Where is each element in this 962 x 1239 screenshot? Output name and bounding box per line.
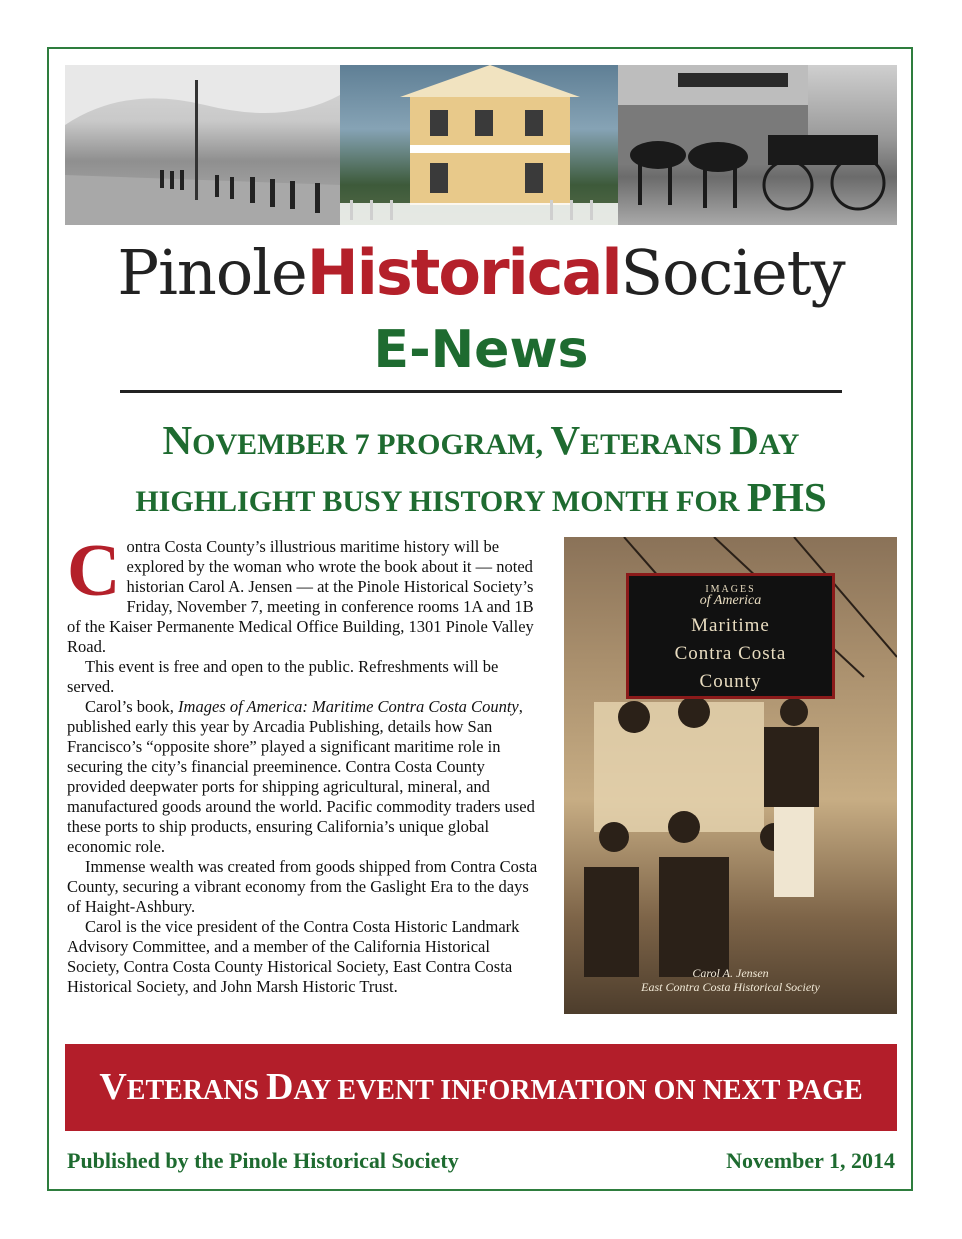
article-paragraph: [67, 530, 545, 657]
article-text: Carol’s book,: [85, 697, 179, 716]
headline-phs: PHS: [746, 474, 827, 520]
book-title-plate: [626, 573, 835, 699]
article-paragraph: This event is free and open to the public. Refreshments will be served.: [67, 657, 499, 696]
article-headline: [65, 414, 897, 528]
banner-text: ETERANS: [126, 1075, 267, 1106]
book-title-line: Maritime: [691, 615, 770, 636]
veterans-day-banner: [65, 1044, 897, 1131]
headline-text: ETERANS: [580, 428, 730, 461]
book-title-line: County: [699, 671, 762, 692]
horse-wagon-livery-photo: [618, 65, 897, 225]
masthead-pinole: Pinole: [117, 236, 307, 309]
book-cover-image: [564, 537, 897, 1014]
drop-cap: C: [67, 530, 121, 612]
book-title-text: Images of America: Maritime Contra Costa County: [178, 697, 519, 716]
book-author: Carol A. Jensen: [692, 966, 769, 980]
banner-cap: V: [99, 1066, 127, 1108]
book-author-block: [564, 966, 897, 994]
masthead-society: Society: [620, 236, 845, 309]
book-title-line: Contra Costa: [674, 643, 787, 664]
masthead-divider: [120, 390, 842, 393]
article-paragraph: [67, 697, 545, 857]
banner-cap: D: [266, 1066, 294, 1108]
headline-line-1: [65, 414, 897, 471]
footer-date: November 1, 2014: [726, 1148, 895, 1173]
article-paragraph: Carol is the vice president of the Contra Costa Historic Landmark Advisory Committee, and a member of the California Historical Society, Contra Costa County Historical Society, East Contra Costa Historical Society, and John Marsh Historic Trust.: [67, 917, 520, 996]
masthead-historical: Historical: [306, 236, 621, 309]
article-text: , published early this year by Arcadia Publishing, details how San Francisco’s “opposite shore” played a significant maritime role in securing the city’s financial preeminence. Contra Costa County provided deepwater ports for shipping agricultural, mineral, and manufactured goods around the world. Pacific commodity traders used these ports to ship products, ensuring California’s unique global economic role.: [67, 697, 535, 856]
victorian-house-photo: [340, 65, 618, 225]
headline-text: HIGHLIGHT BUSY HISTORY MONTH FOR: [135, 485, 747, 518]
banner-text: AY EVENT INFORMATION ON NEXT PAGE: [293, 1075, 863, 1106]
historic-street-parade-photo: [65, 65, 340, 225]
header-photo-strip: [65, 65, 897, 225]
book-author-org: East Contra Costa Historical Society: [641, 980, 820, 994]
headline-text: OVEMBER 7 PROGRAM,: [192, 428, 551, 461]
article-paragraph: Immense wealth was created from goods shipped from Contra Costa County, securing a vibrant economy from the Gaslight Era to the days of Haight-Ashbury.: [67, 857, 538, 916]
series-label-2: of America: [699, 593, 762, 608]
headline-text: AY: [758, 428, 800, 461]
article-body: [67, 530, 545, 997]
headline-cap: D: [729, 417, 759, 463]
headline-cap: N: [162, 417, 193, 463]
masthead-title: [65, 238, 897, 308]
headline-line-2: [65, 471, 897, 528]
headline-cap: V: [550, 417, 581, 463]
article-text: ontra Costa County’s illustrious maritime history will be explored by the woman who wrote the book about it — noted historian Carol A. Jensen — at the Pinole Historical Society’s Friday, November 7, meeting in conference rooms 1A and 1B of the Kaiser Permanente Medical Office Building, 1301 Pinole Valley Road.: [67, 537, 534, 656]
enews-subtitle: E-News: [373, 320, 589, 380]
series-label: IMAGES: [705, 584, 756, 595]
footer-publisher: Published by the Pinole Historical Society: [67, 1148, 459, 1173]
